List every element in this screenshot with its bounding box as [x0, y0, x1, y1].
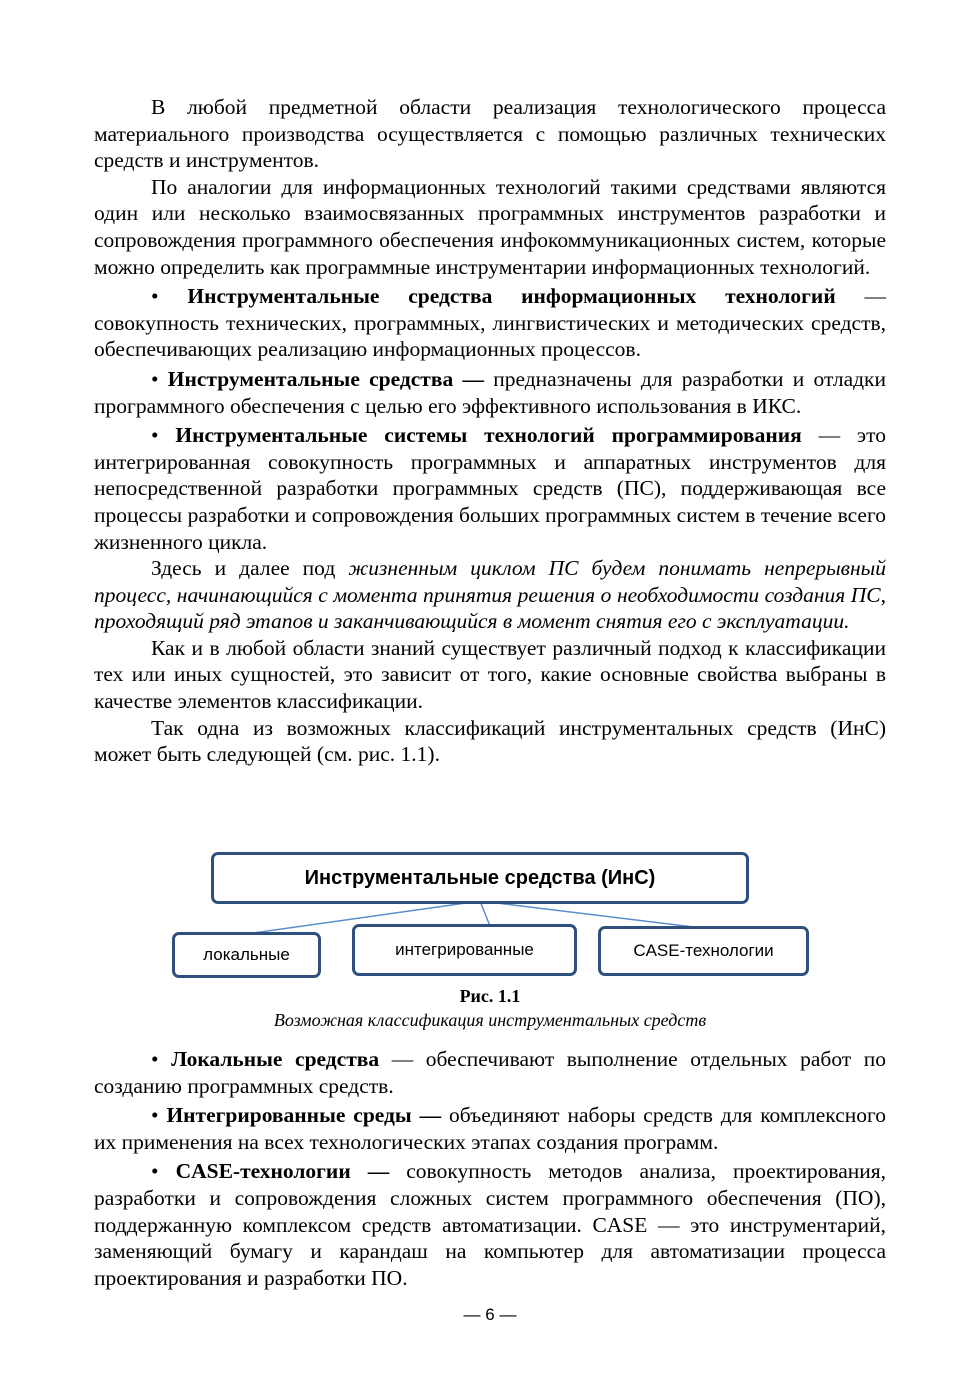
definition-text: это интегрированная совокупность программных и аппаратных инструментов для непосредственной разработки программных средств (ПС), поддерживающая все процессы разработки и сопровождения больших программных систем в течение всего жизненного цикла.	[94, 423, 887, 554]
classification-diagram	[160, 848, 820, 982]
definition-term: Локальные средства	[171, 1047, 380, 1071]
dash: —	[818, 423, 841, 448]
definition-term: Инструментальные средства информационных технологий	[187, 284, 836, 309]
diagram-node-integrated: интегрированные	[352, 924, 577, 976]
definition-text: совокупность методов анализа, проектирования, разработки и сопровождения сложных систем программного обеспечения (ПО), поддержанную комплексом средств автоматизации. CASE — это инструментарий, заменяющий бумагу и карандаш на компьютер для автоматизации процесса проектирования и разработки ПО.	[94, 1159, 887, 1290]
definition-paragraph	[94, 283, 886, 363]
definition-text: совокупность технических, программных, лингвистических и методических средств, обеспечивающих реализацию информационных процессов.	[94, 310, 886, 362]
paragraph: Так одна из возможных классификаций инструментальных средств (ИнС) может быть следующей (см. рис. 1.1).	[94, 715, 886, 767]
definition-text: объединяют наборы средств для комплексного их применения на всех технологических этапах создания программ.	[94, 1103, 887, 1154]
definition-text: предназначены для разработки и отладки программного обеспечения с целью его эффективного использования в ИКС.	[94, 366, 886, 418]
lifecycle-definition: жизненным циклом ПС будем понимать непрерывный процесс, начинающийся с момента принятия решения о необходимости создания ПС, проходящий ряд этапов и заканчивающийся в момент снятия его с эксплуатации.	[94, 556, 886, 634]
definition-paragraph	[94, 1102, 886, 1155]
definition-term: Инструментальные средства —	[167, 366, 484, 391]
page-number: — 6 —	[463, 1305, 517, 1324]
diagram-node-case: CASE-технологии	[598, 926, 809, 976]
paragraph: Как и в любой области знаний существует различный подход к классификации тех или иных сущностей, это зависит от того, какие основные свойства выбраны в качестве элементов классификации.	[94, 635, 886, 714]
definition-paragraph	[94, 422, 886, 555]
lifecycle-paragraph	[94, 555, 886, 635]
dash: —	[391, 1047, 414, 1071]
diagram-root-node: Инструментальные средства (ИнС)	[211, 852, 749, 904]
paragraph: В любой предметной области реализация технологического процесса материального производства осуществляется с помощью различных технических средств и инструментов.	[94, 95, 886, 173]
definition-term: CASE-технологии —	[175, 1159, 390, 1184]
definition-term: Инструментальные системы технологий программирования	[175, 423, 802, 448]
text-block-bottom	[94, 1046, 886, 1291]
connector-line	[480, 901, 490, 926]
dash: —	[864, 284, 887, 309]
bullet: •	[151, 1159, 159, 1184]
lifecycle-lead: Здесь и далее под	[151, 556, 336, 581]
figure-caption-text: Возможная классификация инструментальных средств	[273, 1010, 707, 1030]
definition-paragraph	[94, 1158, 886, 1291]
definition-term: Интегрированные среды —	[166, 1103, 442, 1128]
bullet: •	[151, 1103, 159, 1128]
definition-text: обеспечивают выполнение отдельных работ по созданию программных средств.	[94, 1047, 886, 1098]
bullet: •	[151, 366, 159, 391]
text-block-top	[94, 94, 886, 768]
paragraph: По аналогии для информационных технологий такими средствами являются один или несколько взаимосвязанных программных инструментов разработки и сопровождения программного обеспечения инфокоммуникационных систем, которые можно определить как программные инструментарии информационных технологий.	[94, 174, 886, 279]
bullet: •	[151, 284, 159, 309]
diagram-node-local: локальные	[172, 932, 321, 978]
definition-paragraph	[94, 1046, 886, 1099]
bullet: •	[151, 1047, 159, 1071]
figure-caption-title: Рис. 1.1	[459, 986, 521, 1006]
definition-paragraph	[94, 366, 886, 419]
bullet: •	[151, 423, 159, 448]
